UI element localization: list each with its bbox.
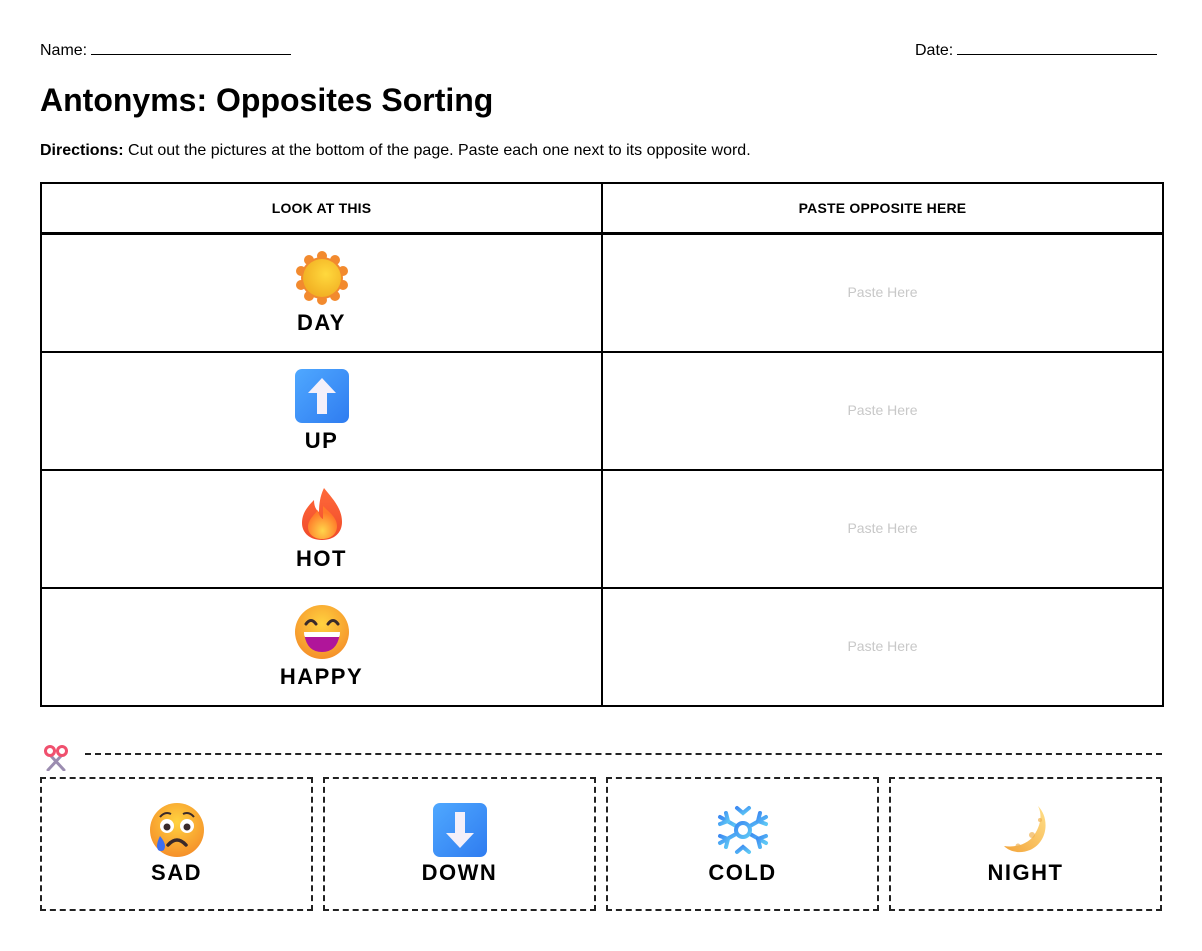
table-row (41, 470, 1163, 588)
page-title: Antonyms: Opposites Sorting (40, 82, 494, 118)
paste-placeholder: Paste Here (847, 402, 918, 418)
look-cell (41, 470, 602, 588)
paste-placeholder: Paste Here (847, 638, 918, 654)
name-label: Name: (40, 42, 88, 59)
directions-label: Directions: (40, 142, 124, 159)
directions (40, 141, 751, 161)
word-label: HOT (296, 546, 347, 571)
word-label: UP (304, 428, 339, 453)
look-cell (41, 234, 602, 353)
word-label: COLD (708, 860, 777, 885)
date-field (915, 40, 1157, 61)
name-field (40, 40, 291, 61)
column-header-paste: PASTE OPPOSITE HERE (602, 183, 1163, 234)
look-cell (41, 588, 602, 706)
paste-cell[interactable] (602, 588, 1163, 706)
cutout-card[interactable] (40, 777, 313, 911)
antonym-table (40, 182, 1164, 707)
date-blank-line[interactable] (957, 40, 1157, 55)
paste-placeholder: Paste Here (847, 284, 918, 300)
column-header-look: LOOK AT THIS (41, 183, 602, 234)
table-row (41, 234, 1163, 353)
paste-cell[interactable] (602, 352, 1163, 470)
table-row (41, 352, 1163, 470)
snowflake-icon (715, 802, 771, 858)
down-arrow-icon (432, 802, 488, 858)
sun-icon (294, 250, 350, 306)
up-arrow-icon (294, 368, 350, 424)
cutout-card[interactable] (323, 777, 596, 911)
word-label: NIGHT (987, 860, 1064, 885)
table-row (41, 588, 1163, 706)
word-label: HAPPY (279, 664, 364, 689)
fire-icon (294, 486, 350, 542)
cutout-card[interactable] (606, 777, 879, 911)
paste-placeholder: Paste Here (847, 520, 918, 536)
crescent-moon-icon (998, 802, 1054, 858)
date-label: Date: (915, 42, 954, 59)
name-blank-line[interactable] (91, 40, 291, 55)
sad-face-icon (149, 802, 205, 858)
look-cell (41, 352, 602, 470)
cutout-card[interactable] (889, 777, 1162, 911)
word-label: DAY (297, 310, 346, 335)
table-header-row (41, 183, 1163, 234)
word-label: DOWN (421, 860, 498, 885)
paste-cell[interactable] (602, 234, 1163, 353)
cut-line (85, 753, 1162, 755)
happy-face-icon (294, 604, 350, 660)
directions-text: Cut out the pictures at the bottom of the page. Paste each one next to its opposite word. (123, 142, 751, 159)
word-label: SAD (151, 860, 202, 885)
paste-cell[interactable] (602, 470, 1163, 588)
scissors-icon (42, 745, 70, 771)
cutout-cards (40, 777, 1162, 911)
